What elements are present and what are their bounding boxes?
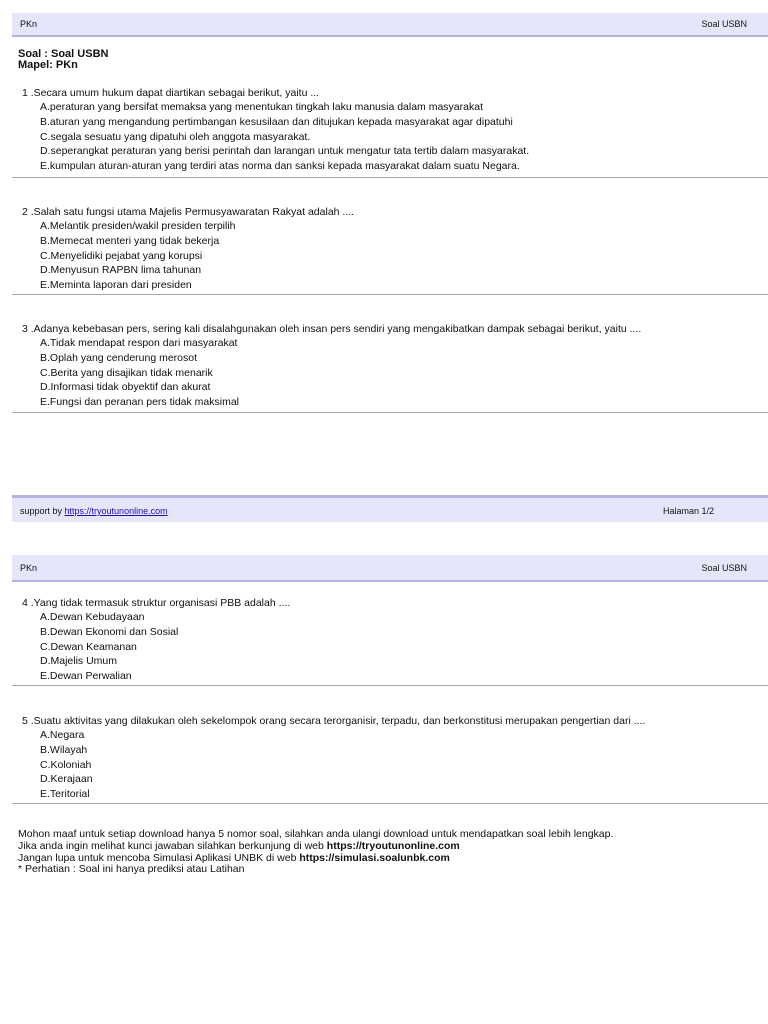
option-text: segala sesuatu yang dipatuhi oleh anggota masyarakat. <box>50 130 311 143</box>
option-d <box>40 773 93 788</box>
option-c <box>40 641 178 656</box>
option-e <box>40 279 236 294</box>
option-text: Koloniah <box>50 758 92 771</box>
option-letter: D. <box>40 773 51 786</box>
option-text: Negara <box>49 729 85 741</box>
answer-key-link[interactable]: https://tryoutunonline.com <box>326 839 460 852</box>
option-text: Teritorial <box>49 788 90 801</box>
option-text: Menyusun RAPBN lima tahunan <box>50 264 202 277</box>
option-letter: E. <box>40 396 50 409</box>
option-e <box>40 160 529 175</box>
page-footer <box>12 495 768 522</box>
option-text: Oplah yang cenderung merosot <box>49 351 198 364</box>
notice-line-4: * Perhatian : Soal ini hanya prediksi atau Latihan <box>18 863 245 876</box>
support-label: support by <box>20 506 65 516</box>
question-stem: 4 .Yang tidak termasuk struktur organisasi PBB adalah .... <box>22 597 291 609</box>
option-text: Meminta laporan dari presiden <box>49 279 192 292</box>
option-b <box>40 235 236 250</box>
option-letter: A. <box>40 337 50 349</box>
option-letter: B. <box>40 234 50 247</box>
notice-text: Jika anda ingin melihat kunci jawaban silahkan berkunjung di web <box>18 839 327 852</box>
option-b <box>40 116 529 131</box>
question-1 <box>12 87 768 178</box>
option-letter: E. <box>40 279 50 292</box>
simulation-link[interactable]: https://simulasi.soalunbk.com <box>299 851 450 864</box>
option-letter: B. <box>40 115 50 128</box>
option-letter: C. <box>40 130 51 143</box>
option-text: Informasi tidak obyektif dan akurat <box>50 381 211 394</box>
option-text: Tidak mendapat respon dari masyarakat <box>49 337 238 349</box>
option-c <box>40 250 236 265</box>
option-text: seperangkat peraturan yang berisi perintah dan larangan untuk mengatur tata tertib dalam masyarakat. <box>50 145 530 158</box>
option-a <box>40 220 236 235</box>
option-letter: D. <box>40 145 51 158</box>
option-a <box>40 101 529 116</box>
option-text: aturan yang mengandung pertimbangan kesusilaan dan ditujukan kepada masyarakat agar dipatuhi <box>49 115 513 128</box>
option-b <box>40 626 178 641</box>
option-d <box>40 381 239 396</box>
option-text: kumpulan aturan-aturan yang terdiri atas norma dan sanksi kepada masyarakat dalam suatu Negara. <box>49 160 520 173</box>
header-subject: PKn <box>20 563 38 573</box>
option-a <box>40 729 93 744</box>
option-text: peraturan yang bersifat memaksa yang menentukan tingkah laku manusia dalam masyarakat <box>49 101 483 113</box>
question-stem: 2 .Salah satu fungsi utama Majelis Permusyawaratan Rakyat adalah .... <box>22 206 355 218</box>
question-stem: 3 .Adanya kebebasan pers, sering kali disalahgunakan oleh insan pers sendiri yang mengakibatkan dampak sebagai berikut, yaitu .... <box>22 323 642 335</box>
option-text: Majelis Umum <box>50 655 118 668</box>
option-e <box>40 788 93 803</box>
option-text: Dewan Ekonomi dan Sosial <box>49 625 179 638</box>
option-text: Berita yang disajikan tidak menarik <box>50 366 213 379</box>
option-text: Dewan Keamanan <box>50 640 137 653</box>
option-letter: A. <box>40 101 50 113</box>
question-2 <box>12 206 768 295</box>
option-c <box>40 759 93 774</box>
option-c <box>40 367 239 382</box>
option-letter: D. <box>40 381 51 394</box>
option-a <box>40 337 239 352</box>
option-letter: C. <box>40 640 51 653</box>
option-e <box>40 396 239 411</box>
notice-line-1: Mohon maaf untuk setiap download hanya 5 nomor soal, silahkan anda ulangi download untuk mendapatkan soal lebih lengkap. <box>18 828 614 840</box>
page-number: Halaman 1/2 <box>663 506 715 516</box>
option-letter: D. <box>40 655 51 668</box>
footer-support <box>20 506 168 516</box>
option-e <box>40 670 178 685</box>
option-text: Memecat menteri yang tidak bekerja <box>49 234 220 247</box>
support-link[interactable]: https://tryoutunonline.com <box>64 506 168 516</box>
option-list <box>40 220 236 294</box>
option-c <box>40 131 529 146</box>
exam-meta <box>18 49 108 71</box>
option-letter: E. <box>40 160 50 173</box>
mapel-title: Mapel: PKn <box>18 59 78 71</box>
option-d <box>40 145 529 160</box>
option-letter: B. <box>40 625 50 638</box>
option-text: Dewan Kebudayaan <box>49 611 145 623</box>
option-text: Fungsi dan peranan pers tidak maksimal <box>49 396 240 409</box>
option-list <box>40 729 93 803</box>
notice-text: Jangan lupa untuk mencoba Simulasi Aplikasi UNBK di web <box>18 851 300 864</box>
soal-title: Soal : Soal USBN <box>18 48 109 60</box>
option-letter: B. <box>40 351 50 364</box>
option-letter: C. <box>40 249 51 262</box>
option-letter: E. <box>40 788 50 801</box>
option-a <box>40 611 178 626</box>
header-exam: Soal USBN <box>701 563 747 573</box>
option-text: Menyelidiki pejabat yang korupsi <box>50 249 203 262</box>
option-letter: E. <box>40 670 50 683</box>
page-header <box>12 555 768 582</box>
question-3 <box>12 323 768 413</box>
download-notice <box>18 829 613 876</box>
option-text: Kerajaan <box>50 773 93 786</box>
option-list <box>40 337 239 411</box>
option-letter: D. <box>40 264 51 277</box>
option-text: Dewan Perwalian <box>49 670 132 683</box>
option-b <box>40 744 93 759</box>
header-exam: Soal USBN <box>701 19 747 29</box>
option-d <box>40 655 178 670</box>
option-b <box>40 352 239 367</box>
page-header <box>12 13 768 37</box>
option-letter: A. <box>40 729 50 741</box>
option-letter: C. <box>40 366 51 379</box>
option-letter: A. <box>40 611 50 623</box>
option-letter: A. <box>40 220 50 232</box>
option-list <box>40 101 529 175</box>
question-5 <box>12 715 768 804</box>
header-subject: PKn <box>20 19 38 29</box>
option-letter: C. <box>40 758 51 771</box>
question-4 <box>12 597 768 686</box>
option-d <box>40 264 236 279</box>
option-text: Wilayah <box>49 743 88 756</box>
option-text: Melantik presiden/wakil presiden terpilih <box>49 220 236 232</box>
question-stem: 5 .Suatu aktivitas yang dilakukan oleh sekelompok orang secara terorganisir, terpadu, dan berkonstitusi merupakan pengertian dari .... <box>22 715 646 727</box>
option-letter: B. <box>40 743 50 756</box>
question-stem: 1 .Secara umum hukum dapat diartikan sebagai berikut, yaitu ... <box>22 87 320 99</box>
option-list <box>40 611 178 685</box>
